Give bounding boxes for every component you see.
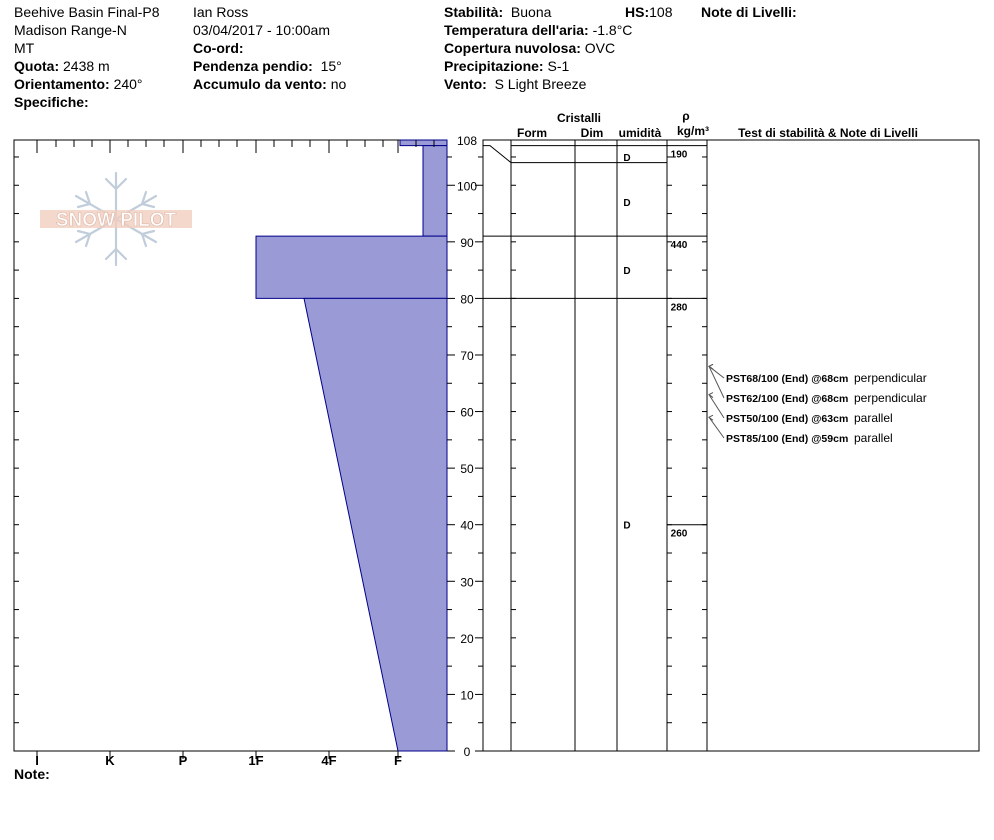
test-pointer: [709, 395, 724, 418]
elevation-value: 2438 m: [63, 58, 110, 74]
stability-test-label: PST68/100 (End) @68cm: [726, 373, 849, 385]
hardness-label: K: [105, 753, 115, 768]
aspect-value: 240°: [113, 76, 143, 92]
depth-label: 20: [460, 631, 474, 646]
density-value: 280: [670, 302, 688, 314]
wind-label: Vento:: [444, 76, 487, 92]
depth-label: 80: [460, 292, 474, 307]
hardness-label: 1F: [248, 753, 264, 768]
moisture-value: D: [623, 520, 631, 532]
stability-tests-column: [709, 364, 927, 445]
hardness-layer: [304, 298, 447, 751]
stability-test-label: PST85/100 (End) @59cm: [726, 433, 849, 445]
specifics-label: Specifiche:: [14, 94, 89, 110]
hardness-label: P: [178, 753, 188, 768]
moisture-value: D: [623, 152, 631, 164]
density-column: [671, 150, 688, 540]
layer-link: [483, 146, 511, 163]
depth-label: 90: [460, 235, 474, 250]
air-temp-label: Temperatura dell'aria:: [444, 22, 589, 38]
state-name: MT: [14, 40, 35, 56]
hardness-scale-labels: [35, 753, 402, 768]
location-name: Beehive Basin Final-P8: [14, 4, 160, 20]
wind-loading-value: no: [330, 76, 347, 92]
density-value: 440: [670, 240, 688, 252]
hardness-layer: [256, 236, 447, 298]
stability-test-note: perpendicular: [854, 371, 927, 385]
observation-datetime: 03/04/2017 - 10:00am: [193, 22, 330, 38]
depth-axis: [447, 134, 483, 759]
hardness-left-ticks: [14, 157, 19, 723]
observer-name: Ian Ross: [193, 4, 249, 20]
stability-test-note: parallel: [854, 411, 893, 425]
coord-label: Co-ord:: [193, 40, 244, 56]
wind-value: S Light Breeze: [494, 76, 587, 92]
moisture-header: umidità: [618, 126, 662, 140]
precipitation-value: S-1: [547, 58, 570, 74]
crystals-header: Cristalli: [556, 111, 602, 125]
depth-label: 100: [456, 179, 478, 194]
elevation-label: Quota:: [14, 58, 60, 74]
hardness-layers: [256, 140, 447, 751]
range-name: Madison Range-N: [14, 22, 127, 38]
stability-test-label: PST62/100 (End) @68cm: [726, 393, 849, 405]
density-value: 260: [670, 528, 688, 540]
air-temp-value: -1.8°C: [592, 22, 633, 38]
density-value: 190: [670, 149, 688, 161]
stability-label: Stabilità:: [444, 4, 504, 20]
hardness-layer: [400, 140, 447, 146]
stability-value: Buona: [510, 4, 552, 20]
stability-test-label: PST50/100 (End) @63cm: [726, 413, 849, 425]
depth-label: 40: [460, 518, 474, 533]
stability-test-note: parallel: [854, 431, 893, 445]
cloud-cover-value: OVC: [584, 40, 616, 56]
hs-value: 108: [649, 4, 673, 20]
layer-table-frame: [483, 140, 979, 751]
aspect-label: Orientamento:: [14, 76, 110, 92]
test-pointer: [709, 417, 724, 438]
hs-label: HS:: [625, 4, 650, 20]
moisture-value: D: [623, 266, 631, 278]
dim-header: Dim: [580, 126, 604, 140]
notes-label: Note:: [14, 766, 50, 782]
depth-label: 10: [460, 688, 474, 703]
hardness-label: 4F: [321, 753, 337, 768]
depth-label: 70: [460, 348, 474, 363]
stability-test-note: perpendicular: [854, 391, 927, 405]
hardness-layer: [423, 146, 447, 237]
cloud-cover-label: Copertura nuvolosa:: [444, 40, 581, 56]
hardness-label: I: [35, 753, 39, 768]
depth-label: 0: [463, 745, 471, 759]
slope-value: 15°: [320, 58, 342, 74]
density-symbol: ρ: [682, 109, 690, 123]
form-header: Form: [517, 126, 547, 140]
stability-tests-header: Test di stabilità & Note di Livelli: [738, 126, 918, 140]
logo-text: SNOW PILOT: [55, 210, 177, 231]
layer-notes-label: Note di Livelli:: [701, 4, 797, 20]
depth-label: 50: [460, 462, 474, 477]
table-layer-lines: [483, 146, 707, 525]
snowpilot-logo: [40, 173, 192, 265]
moisture-value: D: [623, 198, 631, 210]
depth-label: 108: [456, 134, 478, 148]
density-unit: kg/m³: [676, 124, 710, 138]
slope-label: Pendenza pendio:: [193, 58, 313, 74]
wind-loading-label: Accumulo da vento:: [193, 76, 327, 92]
precipitation-label: Precipitazione:: [444, 58, 544, 74]
depth-label: 60: [460, 405, 474, 420]
hardness-label: F: [394, 753, 402, 768]
moisture-column: [623, 153, 630, 532]
depth-label: 30: [460, 575, 474, 590]
